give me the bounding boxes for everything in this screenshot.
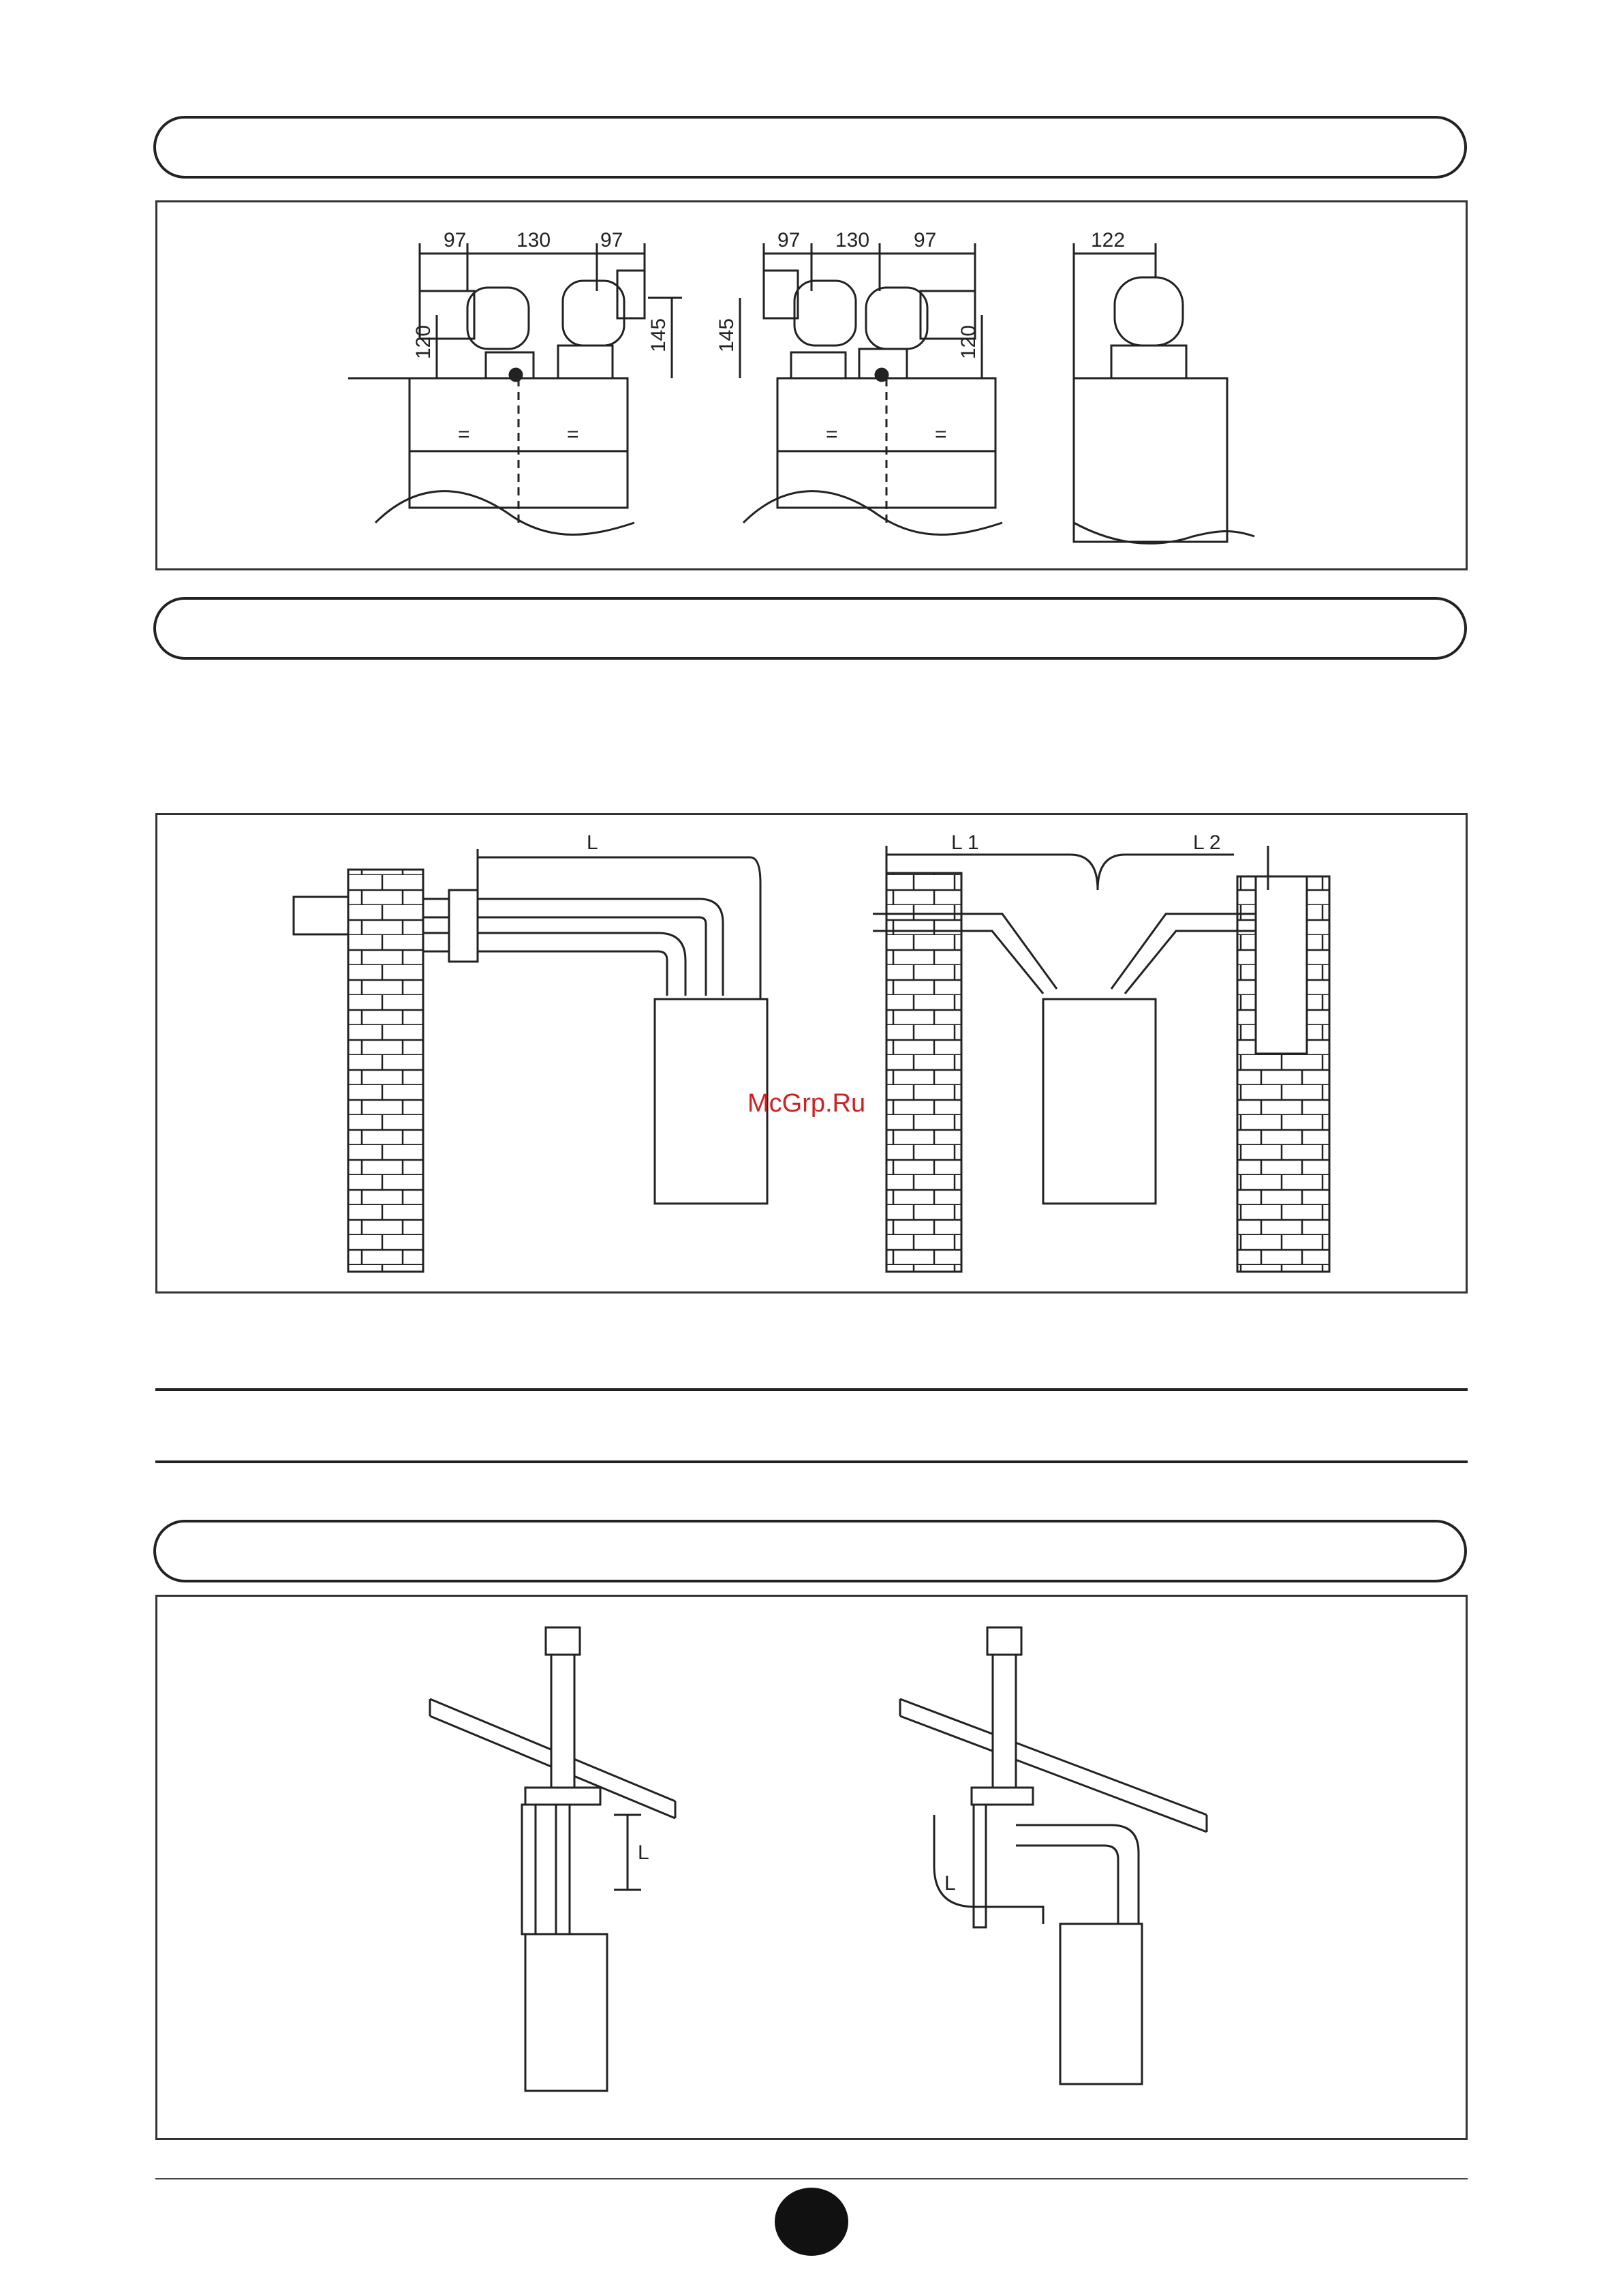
figure-3-frame [155, 1595, 1468, 2140]
boiler-1-port [510, 369, 522, 381]
section-header-3 [153, 1520, 1467, 1582]
label-L2: L 2 [1193, 831, 1221, 854]
dim-97-c: 97 [777, 229, 801, 251]
roof-terminal-left [546, 1627, 580, 1655]
label-L-left: L [638, 1841, 649, 1864]
wall-left [348, 870, 423, 1272]
boiler-1-elbow-left [467, 288, 529, 349]
boiler-2-elbow-left [794, 281, 856, 346]
chimney-duct [1256, 876, 1307, 1054]
boiler-1-fitting-right [558, 346, 613, 378]
roof-terminal-right [987, 1627, 1021, 1655]
roof-flashing-right [972, 1788, 1033, 1805]
boiler-2-elbow-right [866, 288, 927, 349]
wall-adaptor [449, 890, 478, 962]
section-header-2 [153, 597, 1467, 660]
roof-right [900, 1699, 1207, 1832]
boiler-2-pipe-left [764, 271, 798, 318]
divider-top [155, 1388, 1468, 1391]
roof-flashing-left [525, 1788, 600, 1805]
dim-145-b: 145 [715, 318, 738, 352]
dim-130-a: 130 [516, 229, 551, 251]
boiler-d [1060, 1924, 1142, 2084]
figure-2-frame [155, 813, 1468, 1294]
wall-center [886, 873, 961, 1272]
label-L-right: L [944, 1872, 956, 1895]
dim-eq-a: = [458, 423, 470, 446]
boiler-3-fitting [1111, 346, 1186, 378]
offset-pipe-right [1016, 1825, 1139, 1924]
dim-145-a: 145 [647, 318, 670, 352]
label-L: L [587, 831, 598, 854]
boiler-c [525, 1934, 607, 2091]
figure-2-drawing [157, 815, 1470, 1296]
vertical-flue-right [993, 1655, 1016, 1791]
dim-120-a: 120 [412, 324, 435, 359]
divider-bottom [155, 1460, 1468, 1463]
section-header-1 [153, 116, 1467, 179]
dim-eq-d: = [935, 423, 947, 446]
label-L1: L 1 [951, 831, 979, 854]
split-pipe-right [1111, 914, 1256, 989]
dim-120-b: 120 [957, 324, 980, 359]
dim-122: 122 [1091, 229, 1126, 251]
figure-3-drawing [157, 1597, 1470, 2142]
dim-97-a: 97 [444, 229, 467, 251]
boiler-3-elbow [1115, 277, 1183, 346]
page-number-badge [775, 2188, 848, 2256]
dim-97-d: 97 [914, 229, 937, 251]
figure-1-drawing [157, 202, 1470, 572]
vertical-flue-left [551, 1655, 574, 1791]
boiler-b [1043, 999, 1156, 1204]
dim-eq-b: = [567, 423, 579, 446]
figure-1-frame [155, 200, 1468, 570]
boiler-3 [1074, 378, 1227, 542]
wall-terminal [294, 897, 348, 934]
dim-eq-c: = [826, 423, 838, 446]
boiler-1-elbow-right [563, 281, 624, 346]
dim-130-b: 130 [835, 229, 870, 251]
boiler-1-pipe-right [617, 271, 645, 318]
watermark: McGrp.Ru [747, 1089, 866, 1118]
footer-line [155, 2178, 1468, 2179]
dim-97-b: 97 [600, 229, 623, 251]
boiler-2-fitting-left [791, 352, 846, 378]
